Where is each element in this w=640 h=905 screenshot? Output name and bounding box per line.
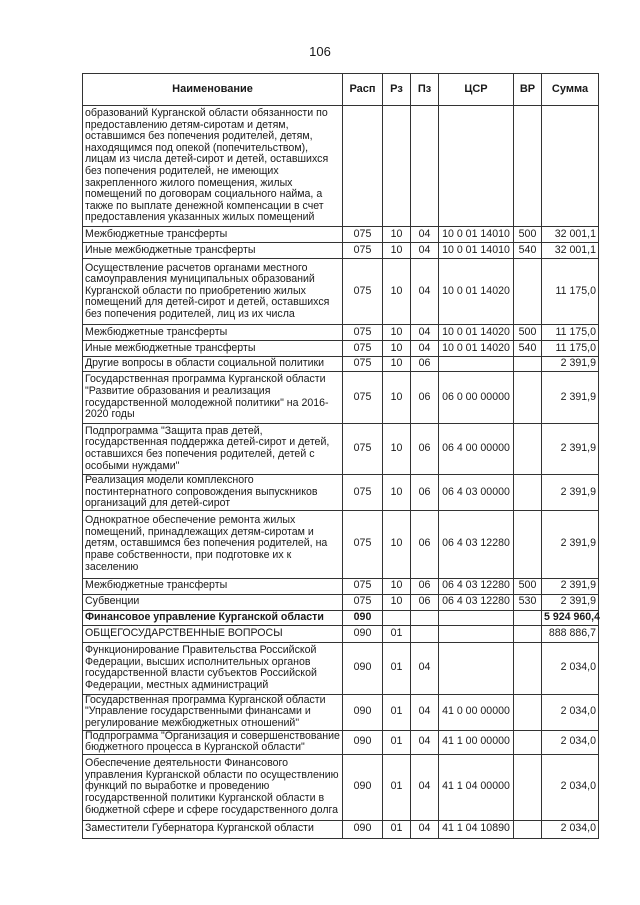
table-row [83,610,599,625]
row-pz-cell: 06 [411,578,439,594]
row-rasp-cell: 090 [343,625,383,642]
row-rz-cell: 10 [383,372,411,424]
table-row [83,510,599,578]
table-row [83,820,599,838]
row-pz-cell: 04 [411,227,439,243]
row-pz-cell: 04 [411,243,439,259]
table-row [83,341,599,357]
table-row [83,106,599,227]
row-name-cell: Межбюджетные трансферты [83,578,343,594]
table-row [83,325,599,341]
budget-table [82,73,599,839]
row-rasp-cell: 090 [343,730,383,754]
row-sum-cell: 11 175,0 [542,259,599,325]
row-vr-cell [514,510,542,578]
row-rasp-cell: 075 [343,424,383,475]
row-pz-cell: 06 [411,357,439,372]
row-name-cell: Субвенции [83,594,343,610]
row-pz-cell: 06 [411,372,439,424]
row-rz-cell: 10 [383,357,411,372]
table-row [83,259,599,325]
table-row [83,578,599,594]
row-pz-cell: 06 [411,475,439,511]
row-rasp-cell: 090 [343,754,383,820]
row-csr-cell: 06 0 00 00000 [439,372,514,424]
row-pz-cell: 04 [411,820,439,838]
row-name-cell: Реализация модели комплексного постинтернатного сопровождения выпускников организаций для детей-сирот [83,475,343,511]
row-csr-cell [439,357,514,372]
row-vr-cell [514,475,542,511]
row-sum-cell: 888 886,7 [542,625,599,642]
row-rz-cell: 10 [383,341,411,357]
row-name-cell: Однократное обеспечение ремонта жилых помещений, принадлежащих детям-сиротам и детям, оставшимся без попечения родителей, на праве собственности, при подготовке их к заселению [83,510,343,578]
row-csr-cell: 06 4 03 00000 [439,475,514,511]
row-name-cell: Межбюджетные трансферты [83,227,343,243]
row-rasp-cell: 075 [343,259,383,325]
table-row [83,227,599,243]
table-row [83,372,599,424]
row-csr-cell [439,106,514,227]
row-sum-cell: 2 034,0 [542,754,599,820]
row-vr-cell [514,259,542,325]
table-row [83,243,599,259]
row-sum-cell: 11 175,0 [542,325,599,341]
table-row [83,594,599,610]
header-rz: Рз [383,74,411,106]
row-rasp-cell: 075 [343,325,383,341]
row-csr-cell: 10 0 01 14020 [439,325,514,341]
row-rz-cell: 10 [383,510,411,578]
row-rz-cell: 10 [383,227,411,243]
row-csr-cell: 10 0 01 14010 [439,227,514,243]
row-rz-cell [383,610,411,625]
table-row [83,642,599,694]
row-pz-cell: 04 [411,730,439,754]
row-sum-cell: 2 034,0 [542,694,599,730]
table-row [83,694,599,730]
row-rasp-cell: 075 [343,357,383,372]
row-csr-cell [439,642,514,694]
row-rz-cell: 10 [383,243,411,259]
row-sum-cell: 32 001,1 [542,227,599,243]
row-rasp-cell: 090 [343,610,383,625]
row-vr-cell: 500 [514,578,542,594]
row-vr-cell [514,694,542,730]
row-csr-cell: 10 0 01 14010 [439,243,514,259]
row-name-cell: Подпрограмма "Организация и совершенствование бюджетного процесса в Курганской области" [83,730,343,754]
row-name-cell: Государственная программа Курганской области "Управление государственными финансами и регулирование межбюджетных отношений" [83,694,343,730]
table-row [83,475,599,511]
row-vr-cell [514,754,542,820]
page-number: 106 [309,44,331,59]
row-name-cell: Функционирование Правительства Российской Федерации, высших исполнительных органов государственной власти субъектов Российской Федерации, местных администраций [83,642,343,694]
row-pz-cell [411,106,439,227]
row-vr-cell [514,106,542,227]
row-vr-cell [514,820,542,838]
row-sum-cell: 2 034,0 [542,820,599,838]
row-sum-cell: 2 391,9 [542,372,599,424]
row-csr-cell: 41 0 00 00000 [439,694,514,730]
row-pz-cell: 04 [411,754,439,820]
row-pz-cell: 04 [411,325,439,341]
row-rz-cell: 01 [383,642,411,694]
row-csr-cell: 41 1 00 00000 [439,730,514,754]
row-rz-cell: 10 [383,475,411,511]
row-sum-cell: 2 391,9 [542,357,599,372]
row-sum-cell: 32 001,1 [542,243,599,259]
header-csr: ЦСР [439,74,514,106]
row-name-cell: Финансовое управление Курганской области [83,610,343,625]
header-pz: Пз [411,74,439,106]
row-sum-cell: 5 924 960,4 [542,610,599,625]
row-vr-cell [514,424,542,475]
row-rasp-cell: 090 [343,694,383,730]
row-rz-cell: 01 [383,730,411,754]
row-csr-cell: 10 0 01 14020 [439,259,514,325]
row-csr-cell: 06 4 03 12280 [439,578,514,594]
row-rasp-cell: 075 [343,475,383,511]
row-csr-cell: 06 4 03 12280 [439,594,514,610]
row-rz-cell: 01 [383,694,411,730]
row-vr-cell: 540 [514,243,542,259]
row-rasp-cell: 075 [343,243,383,259]
row-sum-cell [542,106,599,227]
row-csr-cell: 10 0 01 14020 [439,341,514,357]
row-sum-cell: 2 034,0 [542,730,599,754]
row-rz-cell: 10 [383,594,411,610]
row-csr-cell: 06 4 03 12280 [439,510,514,578]
row-name-cell: Другие вопросы в области социальной политики [83,357,343,372]
row-name-cell: Осуществление расчетов органами местного самоуправления муниципальных образований Курганской области по приобретению жилых помещений для детей-сирот и детей, оставшихся без попечения родителей, лиц из их числа [83,259,343,325]
table-row [83,357,599,372]
row-csr-cell [439,610,514,625]
row-rasp-cell: 075 [343,578,383,594]
row-vr-cell [514,730,542,754]
row-sum-cell: 2 391,9 [542,510,599,578]
row-rasp-cell: 075 [343,227,383,243]
row-name-cell: Межбюджетные трансферты [83,325,343,341]
row-vr-cell: 500 [514,325,542,341]
row-rz-cell: 01 [383,820,411,838]
row-pz-cell: 04 [411,694,439,730]
row-rz-cell: 01 [383,754,411,820]
row-csr-cell: 41 1 04 10890 [439,820,514,838]
header-vr: ВР [514,74,542,106]
row-rz-cell: 10 [383,578,411,594]
row-name-cell: образований Курганской области обязанности по предоставлению детям-сиротам и детям, оставшимся без попечения родителей, детям, находящимся под опекой (попечительством), лицам из числа детей-сирот и детей, оставшихся без попечения родителей, не имеющих закрепленного жилого помещения, жилых помещений по договорам социального найма, а также по выплате денежной компенсации в счет предоставления указанных жилых помещений [83,106,343,227]
row-csr-cell: 41 1 04 00000 [439,754,514,820]
row-csr-cell [439,625,514,642]
table-row [83,625,599,642]
row-vr-cell [514,625,542,642]
header-name: Наименование [83,74,343,106]
row-sum-cell: 11 175,0 [542,341,599,357]
row-pz-cell: 06 [411,424,439,475]
row-name-cell: Заместители Губернатора Курганской области [83,820,343,838]
row-vr-cell: 540 [514,341,542,357]
header-sum: Сумма [542,74,599,106]
row-rz-cell: 01 [383,625,411,642]
row-pz-cell: 04 [411,259,439,325]
table-row [83,730,599,754]
row-csr-cell: 06 4 00 00000 [439,424,514,475]
row-sum-cell: 2 391,9 [542,475,599,511]
row-rasp-cell: 075 [343,510,383,578]
row-vr-cell [514,357,542,372]
row-sum-cell: 2 391,9 [542,594,599,610]
row-name-cell: Обеспечение деятельности Финансового управления Курганской области по осуществлению функций по выработке и проведению государственной политики Курганской области в бюджетной сфере и сфере государственного долга [83,754,343,820]
row-sum-cell: 2 391,9 [542,578,599,594]
row-rasp-cell: 075 [343,372,383,424]
table-row [83,754,599,820]
row-rz-cell: 10 [383,325,411,341]
row-pz-cell [411,610,439,625]
row-name-cell: Иные межбюджетные трансферты [83,341,343,357]
row-vr-cell: 500 [514,227,542,243]
row-vr-cell [514,610,542,625]
table-header-row [83,74,599,106]
row-pz-cell: 04 [411,642,439,694]
row-vr-cell: 530 [514,594,542,610]
row-rasp-cell: 075 [343,594,383,610]
row-rasp-cell [343,106,383,227]
row-name-cell: ОБЩЕГОСУДАРСТВЕННЫЕ ВОПРОСЫ [83,625,343,642]
row-name-cell: Иные межбюджетные трансферты [83,243,343,259]
row-rasp-cell: 090 [343,642,383,694]
row-rasp-cell: 090 [343,820,383,838]
row-pz-cell [411,625,439,642]
table-body [83,106,599,839]
row-vr-cell [514,642,542,694]
row-rz-cell [383,106,411,227]
row-pz-cell: 04 [411,341,439,357]
row-pz-cell: 06 [411,594,439,610]
row-rasp-cell: 075 [343,341,383,357]
table-row [83,424,599,475]
row-vr-cell [514,372,542,424]
row-rz-cell: 10 [383,259,411,325]
row-sum-cell: 2 034,0 [542,642,599,694]
row-rz-cell: 10 [383,424,411,475]
row-sum-cell: 2 391,9 [542,424,599,475]
header-rasp: Расп [343,74,383,106]
row-pz-cell: 06 [411,510,439,578]
row-name-cell: Подпрограмма "Защита прав детей, государственная поддержка детей-сирот и детей, оставшихся без попечения родителей, детей с особыми нуждами" [83,424,343,475]
row-name-cell: Государственная программа Курганской области "Развитие образования и реализация государственной молодежной политики" на 2016-2020 годы [83,372,343,424]
